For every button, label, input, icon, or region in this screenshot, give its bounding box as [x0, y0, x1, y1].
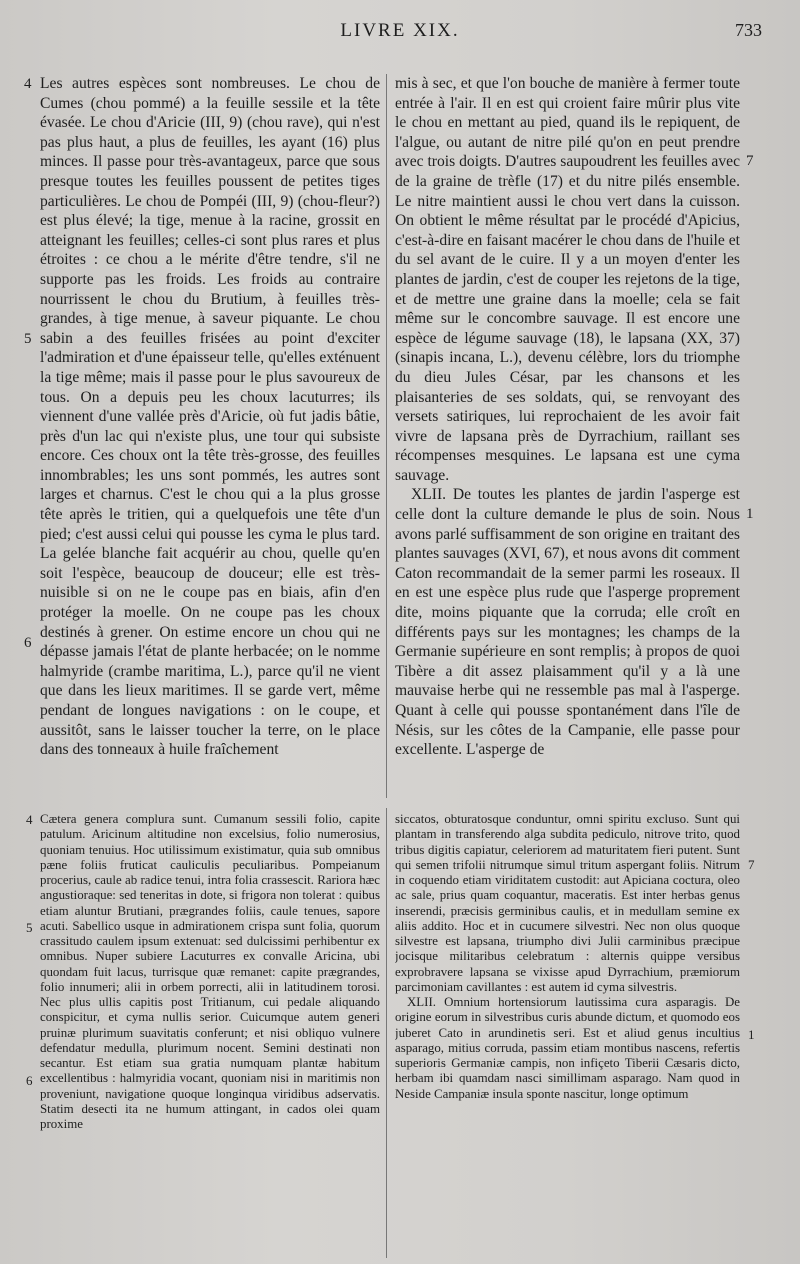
- latin-column-left: [40, 812, 380, 1258]
- page-number: 733: [735, 20, 762, 40]
- latin-text-right-b: XLII. Omnium hortensiorum lautissima cura asparagis. De origine eorum in silvestribus curis abunde dictum, et quomodo eos juberet Cato in arundinetis seri. Est et aliud genus incultius asparago, mitius corruda, passim etiam montibus nascens, refertis superioris Germaniæ campis, non infiçeto Tiberii Cæsaris dicto, herbam ibi quamdam nasci simillimam asparago. Nam quod in Neside Campaniæ insula sponte nascitur, longe optimum: [395, 995, 740, 1101]
- running-title: LIVRE XIX.: [340, 20, 460, 41]
- latin-text-left: Cætera genera complura sunt. Cumanum sessili folio, capite patulum. Aricinum altitudine non excelsius, folio numerosius, quoniam tenuius. Hoc utilissimum existimatur, quia sub omnibus pæne foliis fruticat cauliculis peculiaribus. Pompeianum procerius, caule ab radice tenui, intra folia crassescit. Rariora hæc angustioraque: sed teneritas in dote, si frigora non tolerat : quibus etiam aluntur Brutiani, prægrandes foliis, caule tenues, sapore acuti. Sabellico usque in admirationem crispa sunt folia, quorum crassitudo caulem ipsum extenuat: sed dulcissimi perhibentur ex omnibus. Nuper subiere Lacuturres ex convalle Aricina, ubi quondam fuit lacus, turrisque quæ remanet: capite prægrandes, folio innumeri; alii in orbem porrecti, alii in latitudinem torosi. Nec plus ullis capitis post Tritianum, cui pedale aliquando conspicitur, et cyma nullis serior. Cuicumque autem generi pruinæ plurimum suavitatis conferunt; et nisi obliquo vulnere defendatur medulla, plurimum nocent. Semini destinati non secantur. Est etiam sua gratia numquam plantæ habitum excellentibus : halmyridia vocant, quoniam nisi in maritimis non proveniunt, navigatione quoque longinqua viridibus adservatis. Statim desecti ita ne humum attingant, in cados olei quam proxime: [40, 812, 380, 1131]
- latin-section-marker-1: 1: [748, 1027, 755, 1042]
- latin-column-right: [395, 812, 740, 1258]
- column-divider-latin: [386, 808, 387, 1258]
- latin-text-right-a: siccatos, obturatosque conduntur, omni spiritu excluso. Sunt qui plantam in transferendo alga subdita pediculo, nitrove trito, quod tribus digitis capiatur, celeriorem ad maturitatem fieri putent. Sunt qui semen trifolii nitrumque simul tritum aspergant foliis. Nitrum in coquendo etiam viriditatem custodit: aut Apiciana coctura, oleo ac sale, prius quam coquantur, maceratis. Est inter herbas genus inserendi, præcisis germinibus caulis, et in medullam semine ex aliis addito. Hoc et in cucumere silvestri. Nec non olus quoque silvestre est lapsana, triumpho divi Julii carminibus præcipue jocisque militaribus celebratum : alternis quippe versibus exprobravere lapsana se vixisse apud Dyrrachium, præmiorum parcimoniam cavillantes : est autem id cyma silvestris.: [395, 812, 740, 994]
- section-marker-7: 7: [746, 153, 754, 169]
- french-column-left: [40, 74, 380, 798]
- french-column-right: [395, 74, 740, 798]
- column-divider: [386, 74, 387, 798]
- french-text-left: Les autres espèces sont nombreuses. Le chou de Cumes (chou pommé) a la feuille sessile et la tête évasée. Le chou d'Aricie (III, 9) (chou rave), qui n'est pas plus haut, a plus de feuilles, les ayant (16) plus minces. Il passe pour très-avantageux, parce que sous presque toutes les feuilles poussent de petites tiges particulières. Le chou de Pompéi (III, 9) (chou-fleur?) est plus élevé; la tige, menue à la racine, grossit en atteignant les feuilles; celles-ci sont plus rares et plus étroites : ce chou a le mérite d'être tendre, s'il ne supporte pas les froids. Les froids au contraire nourrissent le chou du Brutium, à feuilles très-grandes, à tige menue, à saveur piquante. Le chou sabin a des feuilles frisées au point d'exciter l'admiration et d'une épaisseur telle, qu'elles exténuent la tige même; mais il passe pour le plus savoureux de tous. On a depuis peu les choux lacuturres; ils viennent d'une vallée près d'Aricie, où fut jadis bâtie, près d'un lac qui n'existe plus, une tour qui subsiste encore. Ces choux ont la tête très-grosse, des feuilles innombrables; les uns sont pommés, les autres sont larges et charnus. C'est le chou qui a la plus grosse tête après le tritien, qui a quelquefois une tête d'un pied; c'est aussi celui qui pousse les cyma le plus tard. La gelée blanche fait acquérir au chou, quelle qu'en soit l'espèce, beaucoup de douceur; elle est très-nuisible si on ne le coupe pas en biais, afin d'en protéger la moelle. On ne coupe pas les choux destinés à grener. On estime encore un chou qui ne dépasse jamais l'état de plante herbacée; on le nomme halmyride (crambe maritima, L.), parce qu'il ne vient que dans les lieux maritimes. Il se garde vert, même pendant de longues navigations : on le coupe, et aussitôt, sans le laisser toucher la terre, on le place dans des tonneaux à huile fraîchement: [40, 75, 380, 759]
- section-marker-6: 6: [24, 635, 32, 651]
- section-marker-1: 1: [746, 506, 754, 522]
- latin-section-marker-7: 7: [748, 857, 755, 872]
- section-marker-4: 4: [24, 76, 32, 92]
- french-text-right-a: mis à sec, et que l'on bouche de manière à fermer toute entrée à l'air. Il en est qui croient faire mûrir plus vite le chou en mettant au pied, quand ils le repiquent, de l'algue, ou autant de nitre pilé qu'on en peut prendre avec trois doigts. D'autres saupoudrent les feuilles avec de la graine de trèfle (17) et du nitre pilés ensemble. Le nitre maintient aussi le chou vert dans la cuisson. On obtient le même résultat par le procédé d'Apicius, c'est-à-dire en faisant macérer le chou dans de l'huile et du sel avant de le cuire. Il y a un moyen d'enter les plantes de jardin, c'est de couper les rejetons de la tige, et de mettre une graine dans la moelle; cela se fait même sur le concombre sauvage. Il est encore une espèce de légume sauvage (18), le lapsana (XX, 37) (sinapis incana, L.), devenu célèbre, lors du triomphe du dieu Jules César, par les chansons et les plaisanteries de ses soldats, qui, se renvoyant des versets satiriques, lui reprochaient de les avoir fait vivre de lapsana près de Dyrrachium, raillant ses récompenses mesquines. Le lapsana est une cyma sauvage.: [395, 75, 740, 484]
- section-marker-5: 5: [24, 331, 32, 347]
- latin-section-marker-6: 6: [26, 1073, 33, 1088]
- latin-section-marker-4: 4: [26, 812, 33, 827]
- latin-section-marker-5: 5: [26, 920, 33, 935]
- french-text-right-b: XLII. De toutes les plantes de jardin l'asperge est celle dont la culture demande le plus de soin. Nous avons parlé suffisamment de son origine en traitant des plantes sauvages (XVI, 67), et nous avons dit comment Caton recommandait de la semer parmi les roseaux. Il en est une espèce plus rude que l'asperge proprement dite, moins piquante que la corruda; elle croît en différents pays sur les montagnes; les champs de la Germanie supérieure en sont remplis; à propos de quoi Tibère a dit assez plaisamment qu'il y a là une mauvaise herbe qui ne ressemble pas mal à l'asperge. Quant à celle qui pousse spontanément dans l'île de Nésis, sur les côtes de la Campanie, elle passe pour excellente. L'asperge de: [395, 486, 740, 759]
